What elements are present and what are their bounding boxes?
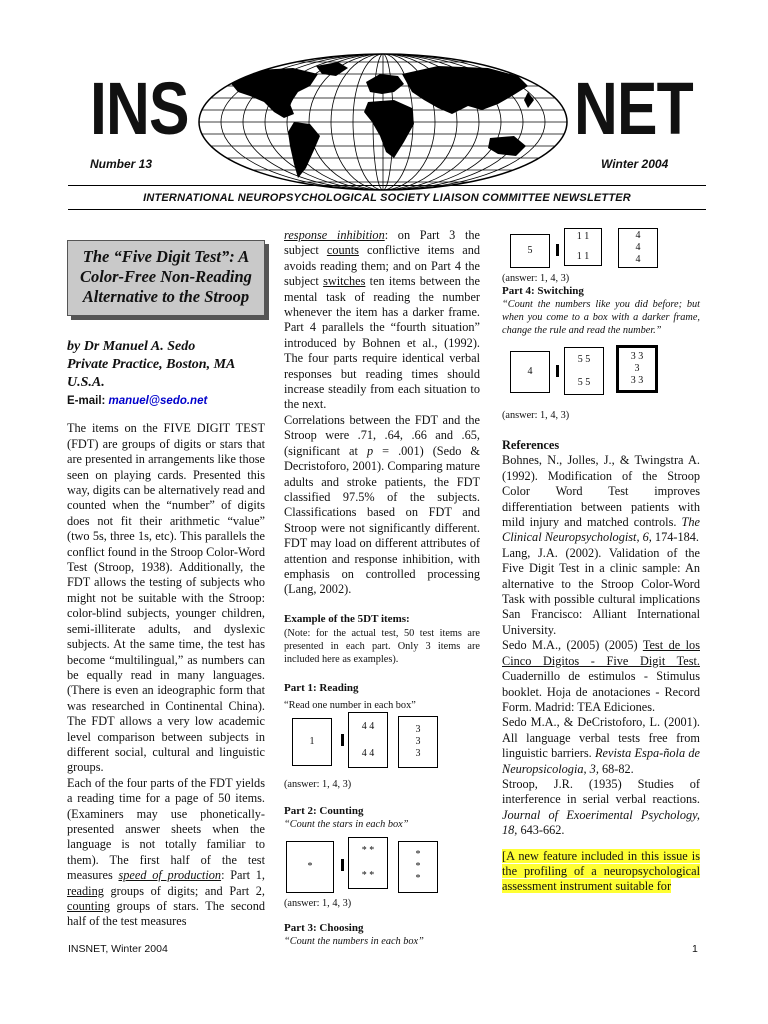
column-1 [67,240,265,930]
counting-term: counting [67,899,111,913]
reference-2: Lang, J.A. (2002). Validation of the Five Digit Test in a clinic sample: An alternative to the Stroop Color-Word Task with possible cultural implications San Francisco: Alliant International University. [502,545,700,637]
author-affiliation: Private Practice, Boston, MA [67,357,236,372]
part3-heading: Part 3: Choosing [284,922,364,935]
reference-5: Stroop, J.R. (1935) Studies of interference in serial verbal reactions. Journal of Exoerimental Psychology, 18, 643-662. [502,776,700,838]
example-box: 4 4 4 [618,228,658,268]
references-heading: References [502,438,560,452]
part3-examples [502,228,700,272]
example-box: 4 [510,351,550,393]
example-box: * * * * [348,837,388,889]
masthead-rule-bottom [68,209,706,210]
separator-bar [341,734,344,746]
part1-heading: Part 1: Reading [284,682,359,695]
part4-examples [502,337,700,405]
column-2 [284,228,480,948]
issue-number: Number 13 [90,157,153,171]
separator-bar [341,859,344,871]
part2-answer: (answer: 1, 4, 3) [284,898,352,910]
body-paragraph-1: The items on the FIVE DIGIT TEST (FDT) are groups of digits or stars that are presented in arrangements like those seen on playing cards. Presented this way, digits can be alternatively read and counted when the “number” of digits does not fit their arithmetic “value” (two 5s, three 1s, etc). This parallels the conflict found in the Stroop Color-Word Test (Stroop, 1938). Additionally, the FDT allows the testing of subjects who might not be suitable with the Stroop: color-blind subjects, younger children, semi-illiterate adults, and dyslexic subjects. At the same time, the test has become “multilingual,” as numbers can be equally read in many languages. (There is even an ideographic form that was researched in Continental China). The FDT allows a very low academic level comparison between subjects in different social, cultural and linguistic groups. [67,421,265,775]
author-email-line [67,394,265,409]
body-paragraph-2: Each of the four parts of the FDT yields a reading time for a page of 50 items. (Examiners may use phonetically-presented answer sheets when the language is not totally familiar to them). The first half of the test measures speed of production: Part 1, reading groups of digits; and Part 2, counting groups of stars. The second half of the test measures [67,775,265,929]
world-map-globe-icon [198,52,568,192]
part4-heading: Part 4: Switching [502,285,584,297]
body-paragraph-4: Correlations between the FDT and the Stroop were .71, .64, .66 and .65, (significant at p = .001) (Sedo & Decristoforo, 2001). Comparing mature adults and stroke patients, the FDT classified 97.5% of the subjects. Classifications based on FDT and Stroop were not significantly different. FDT may load on different attributes of attention and response inhibition, with emphasis on controlled processing (Lang, 2002). [284,412,480,597]
email-link[interactable]: manuel@sedo.net [108,395,208,407]
example-heading: Example of the 5DT items: [284,612,410,625]
part2-heading: Part 2: Counting [284,805,364,818]
part3-instruction: “Count the numbers in each box” [284,936,424,948]
part1-answer: (answer: 1, 4, 3) [284,779,352,791]
reference-3: Sedo M.A., (2005) (2005) Test de los Cinco Digitos - Five Digit Test. Cuadernillo de estimulos - Stimulus booklet. Hoja de anotaciones - Record Form. Madrid: TEA Ediciones. [502,638,700,714]
masthead-ins: INS [90,67,189,150]
highlight-note: [A new feature included in this issue is the profiling of a neuropsychological assessment instrument suitable for [502,848,700,894]
example-box: 5 5 5 5 [564,347,604,395]
email-label: E-mail: [67,395,106,407]
part1-examples [284,712,480,790]
page-number: 1 [692,943,698,955]
example-box: 1 [292,718,332,766]
author-name: by Dr Manuel A. Sedo [67,339,196,354]
separator-bar [556,244,559,256]
masthead [0,0,768,200]
body-paragraph-3: response inhibition: on Part 3 the subject counts conflictive items and avoids reading them; and on Part 4 the subject switches ten items between the mental task of reading the number whenever the item has a darker frame. Part 4 parallels the “fourth situation” introduced by Bohnen et al., (1992). The four parts require identical verbal responses but reading times should increase steadily from each situation to the next. [284,228,481,412]
footer-issue: INSNET, Winter 2004 [68,943,168,955]
switches-term: switches [323,274,366,289]
reading-term: reading [67,883,104,898]
response-inhibition-term: response inhibition [284,228,385,242]
speed-of-production-term: speed of production [118,868,222,883]
example-box-dark-frame: 3 3 3 3 3 [616,345,658,393]
counts-term: counts [326,243,359,258]
example-box: 5 [510,234,550,268]
issue-date: Winter 2004 [601,157,669,171]
reference-4: Sedo M.A., & DeCristoforo, L. (2001). All language verbal tests free from linguistic barriers. Revista Espa-ñola de Neuropsicologia, 3, 68-82. [502,715,701,776]
example-box: 3 3 3 [398,716,438,768]
example-box: 4 4 4 4 [348,712,388,768]
masthead-net: NET [574,67,693,150]
author-country: U.S.A. [67,375,105,390]
part2-instruction: “Count the stars in each box” [284,819,409,831]
masthead-rule-top [68,185,706,186]
article-title: The “Five Digit Test”: A Color-Free Non-Reading Alternative to the Stroop [67,240,265,316]
column-3 [502,228,700,895]
part4-instruction: “Count the numbers like you did before; but when you come to a box with a darker frame, change the rule and read the number.” [502,299,700,336]
example-box: 1 1 1 1 [564,228,602,266]
example-box: * [286,841,334,893]
separator-bar [556,365,559,377]
reference-1: Bohnes, N., Jolles, J., & Twingstra A. (1992). Modification of the Stroop Color Word Test improves differentiation between patients with mild injury and matched controls. The Clinical Neuropsychologist, 6, 174-184. [502,453,700,545]
part1-instruction: “Read one number in each box” [284,700,416,712]
part4-answer: (answer: 1, 4, 3) [502,410,570,421]
part3-answer: (answer: 1, 4, 3) [502,273,570,284]
example-note: (Note: for the actual test, 50 test items are presented in each part. Only 3 items are included here as examples). [284,628,480,666]
part2-examples [284,831,480,909]
example-box: * * * [398,841,438,893]
newsletter-title: INTERNATIONAL NEUROPSYCHOLOGICAL SOCIETY LIAISON COMMITTEE NEWSLETTER [143,192,631,204]
